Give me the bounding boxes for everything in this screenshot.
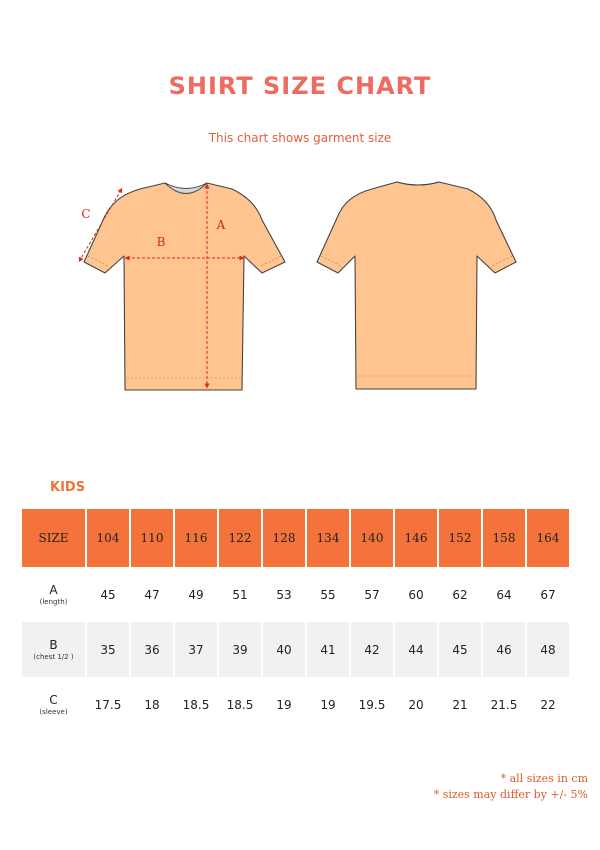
table-cell: 62 <box>439 567 481 622</box>
table-cell: 49 <box>175 567 217 622</box>
table-row-c <box>22 677 569 732</box>
page-title: SHIRT SIZE CHART <box>168 72 432 100</box>
table-cell: 19.5 <box>351 677 393 732</box>
row-label-cell <box>22 567 85 622</box>
size-header-cell: 152 <box>439 509 481 567</box>
table-cell: 44 <box>395 622 437 677</box>
table-cell: 46 <box>483 622 525 677</box>
table-cell: 37 <box>175 622 217 677</box>
table-cell: 21.5 <box>483 677 525 732</box>
table-cell: 39 <box>219 622 261 677</box>
table-cell: 20 <box>395 677 437 732</box>
table-cell: 21 <box>439 677 481 732</box>
size-header-cell: 146 <box>395 509 437 567</box>
row-sublabel: (sleeve) <box>39 707 68 716</box>
table-cell: 51 <box>219 567 261 622</box>
size-header-row <box>22 509 569 567</box>
page-subtitle: This chart shows garment size <box>208 131 392 145</box>
table-cell: 36 <box>131 622 173 677</box>
size-header-cell: 128 <box>263 509 305 567</box>
size-header-label: SIZE <box>22 509 85 567</box>
row-label-cell <box>22 677 85 732</box>
table-cell: 19 <box>263 677 305 732</box>
table-cell: 45 <box>87 567 129 622</box>
size-header-cell: 158 <box>483 509 525 567</box>
section-label-kids: KIDS <box>50 480 86 495</box>
table-cell: 60 <box>395 567 437 622</box>
table-cell: 41 <box>307 622 349 677</box>
size-header-cell: 110 <box>131 509 173 567</box>
note-units: * all sizes in cm <box>500 772 588 785</box>
note-tolerance: * sizes may differ by +/- 5% <box>433 788 588 801</box>
table-cell: 55 <box>307 567 349 622</box>
row-sublabel: (chest 1/2 ) <box>33 652 74 661</box>
table-cell: 45 <box>439 622 481 677</box>
table-cell: 53 <box>263 567 305 622</box>
table-cell: 18.5 <box>175 677 217 732</box>
label-b: B <box>156 235 166 249</box>
shirt-back <box>317 182 516 389</box>
row-label: C <box>49 692 58 707</box>
label-a: A <box>216 218 226 232</box>
table-cell: 19 <box>307 677 349 732</box>
table-row-b <box>22 622 569 677</box>
table-cell: 48 <box>527 622 569 677</box>
table-row-a <box>22 567 569 622</box>
table-cell: 18 <box>131 677 173 732</box>
row-label: B <box>49 637 58 652</box>
size-header-cell: 104 <box>87 509 129 567</box>
table-cell: 35 <box>87 622 129 677</box>
size-header-cell: 164 <box>527 509 569 567</box>
row-sublabel: (length) <box>39 597 68 606</box>
table-cell: 57 <box>351 567 393 622</box>
size-header-cell: 140 <box>351 509 393 567</box>
footnotes <box>434 771 588 803</box>
row-label-cell <box>22 622 85 677</box>
size-header-cell: 122 <box>219 509 261 567</box>
shirt-diagram <box>0 170 600 410</box>
table-cell: 47 <box>131 567 173 622</box>
table-cell: 22 <box>527 677 569 732</box>
row-label: A <box>49 582 58 597</box>
size-header-cell: 134 <box>307 509 349 567</box>
table-cell: 17.5 <box>87 677 129 732</box>
size-table <box>20 509 571 732</box>
size-header-cell: 116 <box>175 509 217 567</box>
table-cell: 40 <box>263 622 305 677</box>
table-cell: 18.5 <box>219 677 261 732</box>
shirt-front <box>80 183 285 390</box>
table-cell: 42 <box>351 622 393 677</box>
label-c: C <box>81 207 91 221</box>
table-cell: 67 <box>527 567 569 622</box>
table-cell: 64 <box>483 567 525 622</box>
